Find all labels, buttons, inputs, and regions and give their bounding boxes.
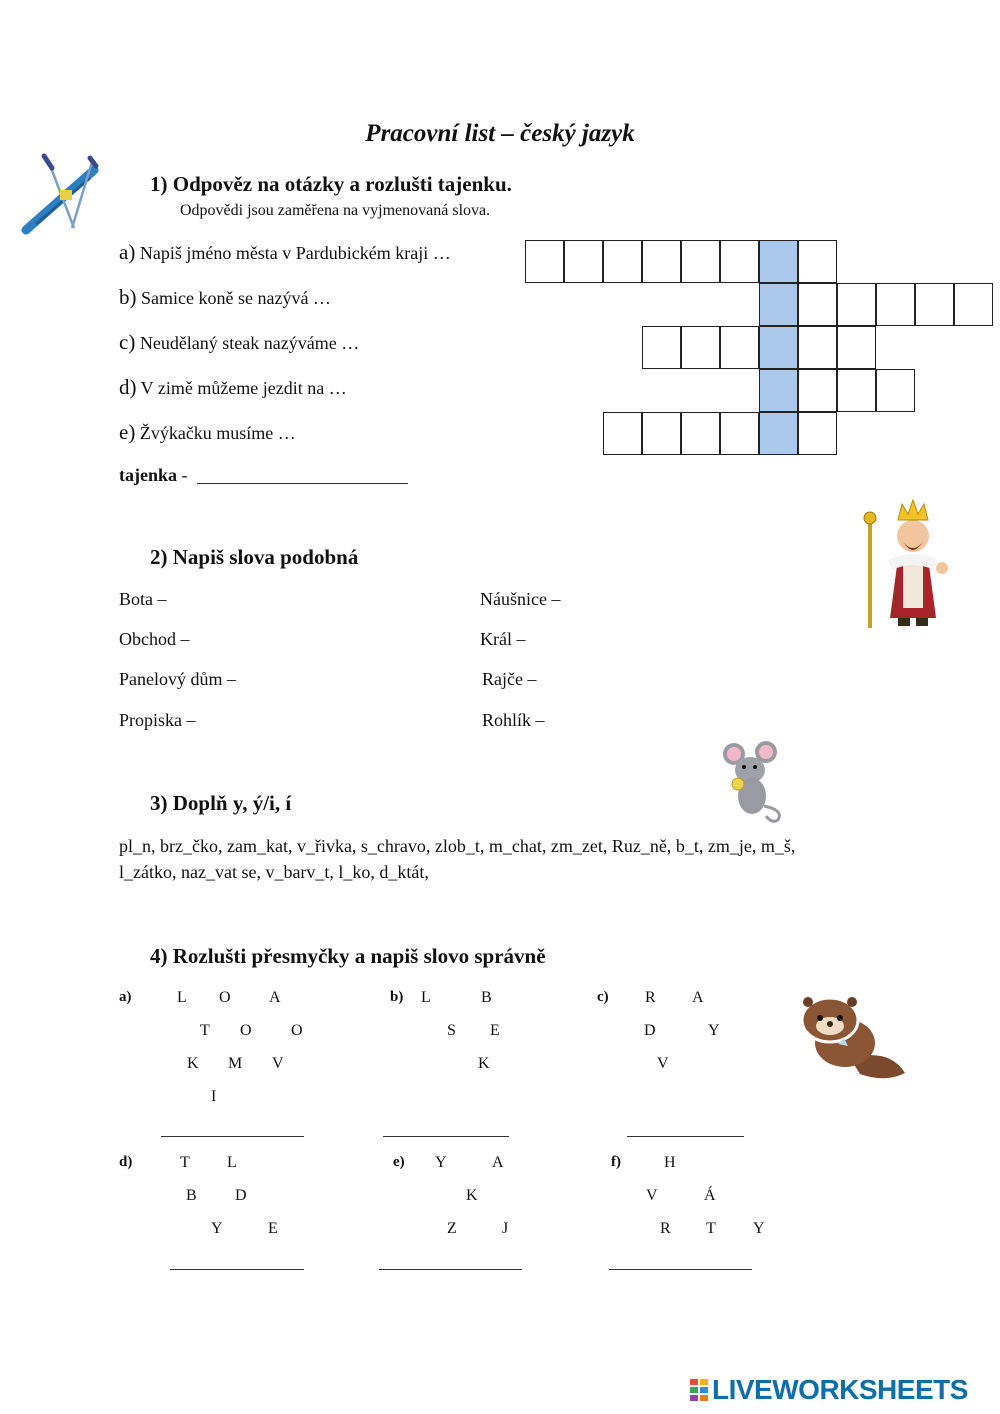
crossword-cell[interactable] <box>837 283 876 326</box>
crossword-cell[interactable] <box>564 240 603 283</box>
crossword-cell[interactable] <box>954 283 993 326</box>
similar-word-right: Náušnice – <box>480 589 561 609</box>
crossword-cell[interactable] <box>798 369 837 412</box>
section2-heading: 2) Napiš slova podobná <box>150 545 359 569</box>
crossword-cell[interactable] <box>876 283 915 326</box>
similar-word-right: Rajče – <box>482 669 537 689</box>
crossword-cell-highlight[interactable] <box>759 369 798 412</box>
section1-subtitle: Odpovědi jsou zaměřena na vyjmenovaná slova. <box>180 202 491 219</box>
puzzle-letter: Y <box>435 1154 447 1171</box>
crossword-cell[interactable] <box>915 283 954 326</box>
question-c <box>119 330 359 355</box>
crossword-cell-highlight[interactable] <box>759 283 798 326</box>
crossword-cell-highlight[interactable] <box>759 412 798 455</box>
puzzle-letter: T <box>706 1220 716 1237</box>
puzzle-letter: R <box>660 1220 671 1237</box>
puzzle-letter: O <box>291 1022 303 1039</box>
answer-line[interactable] <box>161 1136 304 1137</box>
question-letter: e) <box>119 420 136 444</box>
crossword-cell[interactable] <box>798 412 837 455</box>
puzzle-letter: A <box>269 989 281 1006</box>
logo-text: LIVEWORKSHEETS <box>712 1374 968 1405</box>
puzzle-letter: L <box>177 989 187 1006</box>
puzzle-letter: K <box>478 1055 490 1072</box>
puzzle-letter: E <box>268 1220 278 1237</box>
question-a <box>119 240 451 265</box>
crossword-cell[interactable] <box>603 412 642 455</box>
puzzle-tag: b) <box>390 989 404 1005</box>
question-text: Napiš jméno města v Pardubickém kraji … <box>135 243 451 263</box>
puzzle-letter: Á <box>704 1187 716 1204</box>
answer-line[interactable] <box>379 1269 522 1270</box>
question-text: Žvýkačku musíme … <box>135 423 296 443</box>
similar-word-right: Král – <box>480 629 526 649</box>
similar-word-left: Panelový dům – <box>119 669 236 689</box>
question-letter: b) <box>119 285 137 309</box>
puzzle-letter: B <box>186 1187 197 1204</box>
puzzle-letter: K <box>187 1055 199 1072</box>
crossword-cell[interactable] <box>837 326 876 369</box>
liveworksheets-logo <box>690 1375 968 1405</box>
question-d <box>119 375 347 400</box>
puzzle-letter: L <box>227 1154 237 1171</box>
puzzle-letter: Z <box>447 1220 457 1237</box>
crossword-cell[interactable] <box>525 240 564 283</box>
question-b <box>119 285 331 310</box>
section1-heading: 1) Odpověz na otázky a rozlušti tajenku. <box>150 172 512 196</box>
crossword-cell[interactable] <box>720 240 759 283</box>
crossword-cell-highlight[interactable] <box>759 240 798 283</box>
puzzle-letter: I <box>211 1088 217 1105</box>
crossword-cell[interactable] <box>798 240 837 283</box>
puzzle-letter: R <box>645 989 656 1006</box>
puzzle-tag: a) <box>119 989 132 1005</box>
puzzle-tag: c) <box>597 989 609 1005</box>
page-title: Pracovní list – český jazyk <box>365 120 635 147</box>
question-letter: c) <box>119 330 136 354</box>
crossword-cell[interactable] <box>720 412 759 455</box>
similar-word-left: Bota – <box>119 589 167 609</box>
answer-line[interactable] <box>170 1269 304 1270</box>
question-letter: a) <box>119 240 136 264</box>
puzzle-letter: Y <box>708 1022 720 1039</box>
skis-icon <box>14 152 104 237</box>
puzzle-letter: V <box>657 1055 669 1072</box>
crossword-cell[interactable] <box>837 369 876 412</box>
puzzle-letter: V <box>272 1055 284 1072</box>
similar-word-left: Obchod – <box>119 629 190 649</box>
crossword-cell[interactable] <box>798 283 837 326</box>
puzzle-letter: A <box>692 989 704 1006</box>
puzzle-letter: L <box>421 989 431 1006</box>
fill-in-line-1: pl_n, brz_čko, zam_kat, v_řivka, s_chravo, zlob_t, m_chat, zm_zet, Ruz_ně, b_t, zm_je, m_š, <box>119 836 796 856</box>
answer-line[interactable] <box>609 1269 752 1270</box>
crossword-cell[interactable] <box>642 240 681 283</box>
crossword-cell[interactable] <box>681 412 720 455</box>
crossword-cell-highlight[interactable] <box>759 326 798 369</box>
tajenka-line <box>119 465 188 486</box>
mouse-icon <box>720 740 790 825</box>
question-text: V zimě můžeme jezdit na … <box>136 378 347 398</box>
puzzle-letter: E <box>490 1022 500 1039</box>
puzzle-tag: f) <box>611 1154 621 1170</box>
puzzle-letter: A <box>492 1154 504 1171</box>
crossword-cell[interactable] <box>720 326 759 369</box>
answer-line[interactable] <box>627 1136 744 1137</box>
crossword-cell[interactable] <box>642 412 681 455</box>
puzzle-letter: Y <box>211 1220 223 1237</box>
answer-line[interactable] <box>383 1136 509 1137</box>
question-letter: d) <box>119 375 137 399</box>
question-text: Neudělaný steak nazýváme … <box>135 333 360 353</box>
section3-heading: 3) Doplň y, ý/i, í <box>150 791 292 815</box>
puzzle-letter: M <box>228 1055 243 1072</box>
puzzle-tag: d) <box>119 1154 133 1170</box>
king-icon <box>858 498 953 633</box>
tajenka-label: tajenka <box>119 465 177 485</box>
puzzle-letter: S <box>447 1022 456 1039</box>
similar-word-right: Rohlík – <box>482 710 545 730</box>
logo-tiles-icon <box>690 1379 708 1401</box>
puzzle-letter: Y <box>753 1220 765 1237</box>
puzzle-letter: B <box>481 989 492 1006</box>
crossword-cell[interactable] <box>681 240 720 283</box>
section4-heading: 4) Rozlušti přesmyčky a napiš slovo správně <box>150 944 546 968</box>
puzzle-letter: O <box>240 1022 252 1039</box>
tajenka-separator: - <box>177 465 188 485</box>
puzzle-letter: V <box>646 1187 658 1204</box>
fill-in-line-2: l_zátko, naz_vat se, v_barv_t, l_ko, d_ktát, <box>119 862 429 882</box>
question-e <box>119 420 296 445</box>
crossword-cell[interactable] <box>642 326 681 369</box>
puzzle-letter: D <box>235 1187 247 1204</box>
puzzle-letter: J <box>502 1220 509 1237</box>
puzzle-letter: T <box>180 1154 190 1171</box>
tajenka-answer-line[interactable] <box>197 483 408 484</box>
crossword-cell[interactable] <box>876 369 915 412</box>
puzzle-tag: e) <box>393 1154 405 1170</box>
crossword-cell[interactable] <box>798 326 837 369</box>
puzzle-letter: D <box>644 1022 656 1039</box>
otter-icon <box>790 988 910 1083</box>
similar-word-left: Propiska – <box>119 710 196 730</box>
puzzle-letter: T <box>200 1022 210 1039</box>
question-text: Samice koně se nazývá … <box>136 288 331 308</box>
puzzle-letter: K <box>466 1187 478 1204</box>
puzzle-letter: H <box>664 1154 676 1171</box>
crossword-cell[interactable] <box>681 326 720 369</box>
crossword-cell[interactable] <box>603 240 642 283</box>
puzzle-letter: O <box>219 989 231 1006</box>
